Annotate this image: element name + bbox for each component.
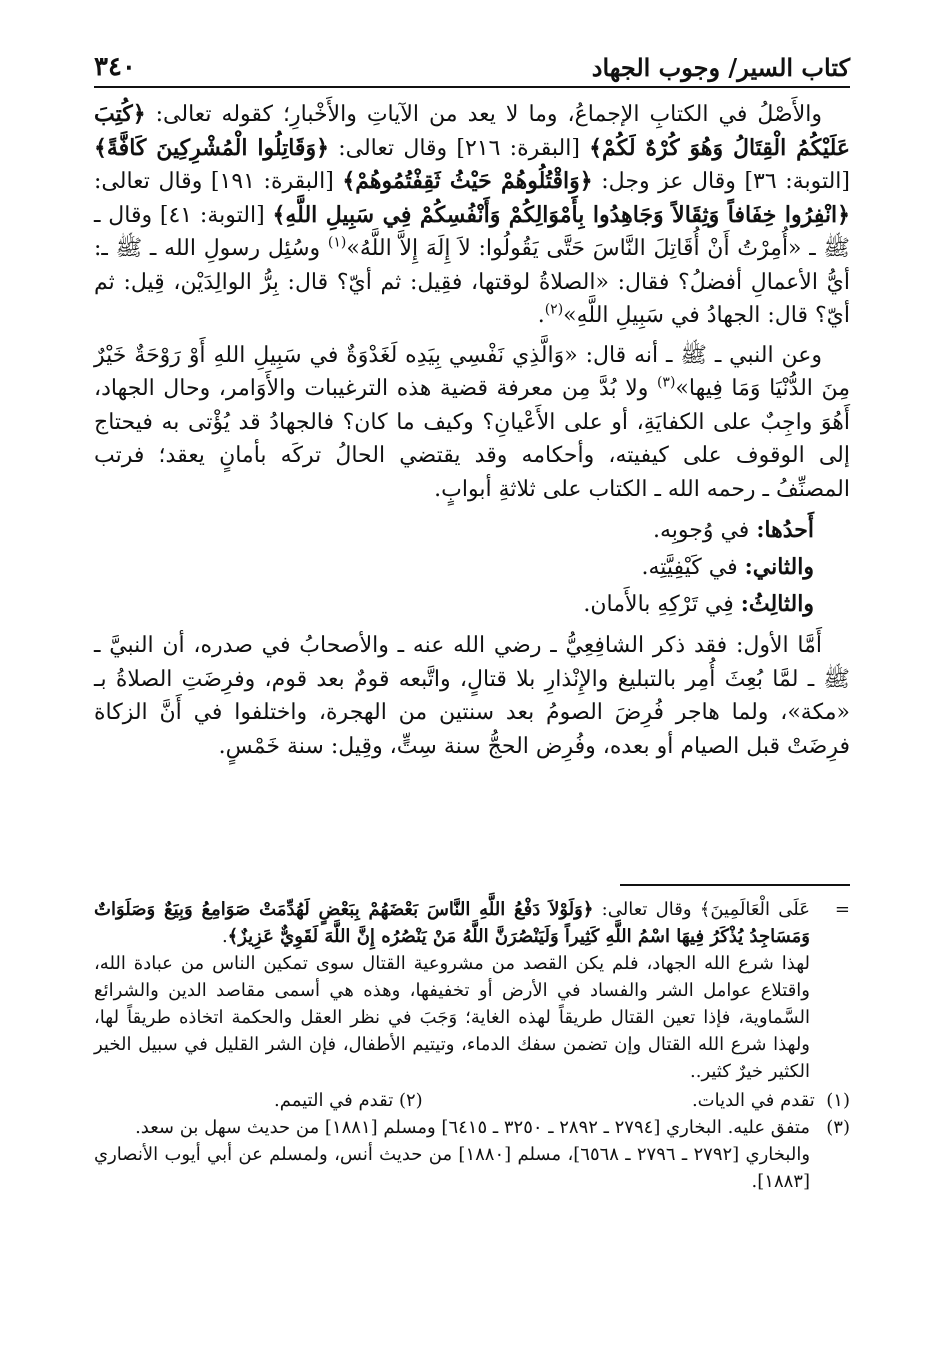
section-text: فِي تَرْكِهِ بالأَمان. xyxy=(583,592,741,617)
main-text xyxy=(94,98,850,769)
text: لهذا شرع الله الجهاد، فلم يكن القصد من مشروعية القتال سوى تمكين الناس من عبادة الله، واقتلاع عوامل الشر والفساد في الأرض أو تخفيفها، وهذه هي أسمى مقاصد الدين والشرائع السَّماوية، فإذا تعين القتال طريقاً لهذه الغاية؛ وَجَبَ في نظر العقل والحكمة اتخاذه طريقاً لها، ولهذا شرع الله القتال وإن تضمن سفك الدماء، وتيتيم الأطفال، فإن الشر القليل في سبيل الخير الكثير خيرٌ كثير.. xyxy=(94,953,810,1082)
text: والأَصْلُ في الكتابِ الإجماعُ، وما لا يعد من الآياتِ والأَخْبارِ؛ كقوله تعالى: xyxy=(145,102,822,127)
text: [البقرة: ٢١٦] وقال تعالى: xyxy=(328,135,590,161)
quran-verse: ﴿وَقَاتِلُوا الْمُشْرِكِينَ كَافَّةً﴾ xyxy=(94,134,329,161)
paragraph-2 xyxy=(94,339,850,507)
footnote-mark: (٢) xyxy=(398,1090,423,1111)
quran-verse: ﴿وَاقْتُلُوهُمْ حَيْثُ ثَقِفْتُمُوهُمْ﴾ xyxy=(342,168,593,194)
paragraph-3 xyxy=(94,629,850,763)
text: عَلَى الْعَالَمِينَ﴾ وقال تعالى: xyxy=(593,899,811,920)
footnote-mark: (٣) xyxy=(826,1117,850,1138)
quran-verse: ﴿انْفِرُوا خِفَافاً وَثِقَالاً وَجَاهِدُوا بِأَمْوَالِكُمْ وَأَنْفُسِكُمْ فِي سَبِيلِ اللَّهِ﴾ xyxy=(272,201,851,228)
footnote-ref-1: (١) xyxy=(327,234,347,251)
section-text: في وُجوبِه. xyxy=(652,518,757,543)
footnote-ref-2: (٢) xyxy=(544,301,564,318)
section-text: في كَيْفِيَّتِه. xyxy=(641,555,745,580)
text: [البقرة: ١٩١] وقال تعالى: xyxy=(94,169,343,194)
quran-verse: ﴿وَلَوْلاَ دَفْعُ اللَّهِ النَّاسَ بَعْضَهُمْ بِبَعْضٍ لَهُدِّمَتْ صَوَامِعُ وَبِيَعٌ وَصَلَوَاتٌ وَمَسَاجِدُ يُذْكَرُ فِيهَا اسْمُ اللَّهِ كَثِيراً وَلَيَنْصُرَنَّ اللَّهُ مَنْ يَنْصُرُه إِنَّ اللَّهَ لَقَوِيٌّ عَزِيزٌ﴾ xyxy=(94,899,810,947)
quran-verse: ﴿كُتِبَ عَلَيْكُمُ الْقِتَالُ وَهُوَ كُرْهٌ لَكُمْ﴾ xyxy=(94,101,850,161)
text: [التوبة: ٣٦] وقال عز وجل: xyxy=(592,169,850,194)
footnote-text: تقدم في التيمم. xyxy=(274,1090,394,1111)
paragraph-1 xyxy=(94,98,850,333)
text: . xyxy=(221,926,228,947)
section-label: والثاني: xyxy=(744,554,814,580)
text: وسُئِل رسولِ الله ـ ﷺ ـ: أيُّ الأعمالِ أفضلُ؟ فقال: «الصلاةُ لوقتها، فقِيل: ثم أيّ؟ قال: بِرُّ الوالِدَيْن، قِيل: ثم أيّ؟ قال: الجهادُ في سَبِيلِ اللَّهِ» xyxy=(94,236,850,328)
text: متفق عليه. البخاري [٢٧٩٤ ـ ٢٨٩٢ ـ ٣٢٥٠ ـ ٦٤١٥] ومسلم [١٨٨١] من حديث سهل بن سعد. xyxy=(135,1117,810,1138)
text: أَمَّا الأول: فقد ذكر الشافِعِيُّ ـ رضي الله عنه ـ والأصحابُ في صدره، أن النبيَّ ـ ﷺ ـ لمَّا بُعِثَ أُمِر بالتبليغ والإِنْذارِ بلا قتالٍ، واتَّبعه قومٌ بعد قوم، وفرِضَتِ الصلاةُ بـ «مكة»، ولما هاجر فُرِضَ الصومُ بعد سنتين من الهجرة، واختلفوا في أَنَّ الزكاة فرِضَتْ قبل الصيام أو بعده، وفُرِض الحجُّ سنة سِتٍّ، وقِيل: سنة خَمْسٍ. xyxy=(94,633,850,759)
section-label: والثالِثُ: xyxy=(740,591,814,617)
text: ولا بُدَّ مِن معرفة قضية هذه الترغيبات والأَوَامر، وحال الجهاد، أَهُوَ واجِبٌ على الكفايَةِ، أو على الأَعْيانِ؟ وكيف ما كان؟ فالجهادُ قد يُؤْتى به فيحتاج إلى الوقوف على كيفيته، وأحكامه وقد يقتضي الحالُ تركَه بأمانٍ يعقد؛ فرتب المصنِّفُ ـ رحمه الله ـ الكتاب على ثلاثةِ أبوابٍ. xyxy=(94,376,851,502)
footnote-continuation xyxy=(94,896,850,1085)
section-item-2 xyxy=(94,549,850,586)
footnote-1 xyxy=(692,1087,850,1114)
running-head: كتاب السير/ وجوب الجهاد xyxy=(591,53,850,82)
footnote-text xyxy=(94,896,810,1085)
footnote-text: تقدم في الديات. xyxy=(691,1090,815,1111)
text: [التوبة: ٤١] وقال ـ ﷺ ـ «أُمِرْتُ أَنْ أُقَاتِلَ النَّاسَ حَتَّى يَقُولُوا: لاَ إِلَهَ إِلاَّ اللَّهُ» xyxy=(94,202,850,261)
footnote-ref-3: (٣) xyxy=(656,374,676,391)
footnote-pair xyxy=(94,1087,850,1114)
page-number: ٣٤٠ xyxy=(94,52,136,82)
text: وعن النبي ـ ﷺ ـ أنه قال: «وَالَّذِي نَفْسِي بِيَدِه لَغَدْوَةٌ في سَبِيلِ اللهِ أَوْ رَوْحَةٌ خَيْرٌ مِنَ الدُّنْيَا وَمَا فِيها» xyxy=(94,342,850,401)
continuation-mark: = xyxy=(834,899,850,920)
footnote-divider xyxy=(620,884,850,886)
section-item-3 xyxy=(94,586,850,623)
footnote-3 xyxy=(94,1114,850,1195)
footnotes xyxy=(94,896,850,1197)
text: والبخاري [٢٧٩٢ ـ ٢٧٩٦ ـ ٦٥٦٨]، مسلم [١٨٨٠] من حديث أنس، ولمسلم عن أبي أيوب الأنصاري [١٨٨٣]. xyxy=(94,1144,811,1192)
footnote-2 xyxy=(274,1087,423,1114)
section-label: أَحدُها: xyxy=(756,517,814,543)
text: . xyxy=(537,303,545,328)
page-header xyxy=(94,44,850,88)
footnote-text xyxy=(94,1114,810,1195)
section-item-1 xyxy=(94,512,850,549)
footnote-mark: (١) xyxy=(826,1090,850,1111)
